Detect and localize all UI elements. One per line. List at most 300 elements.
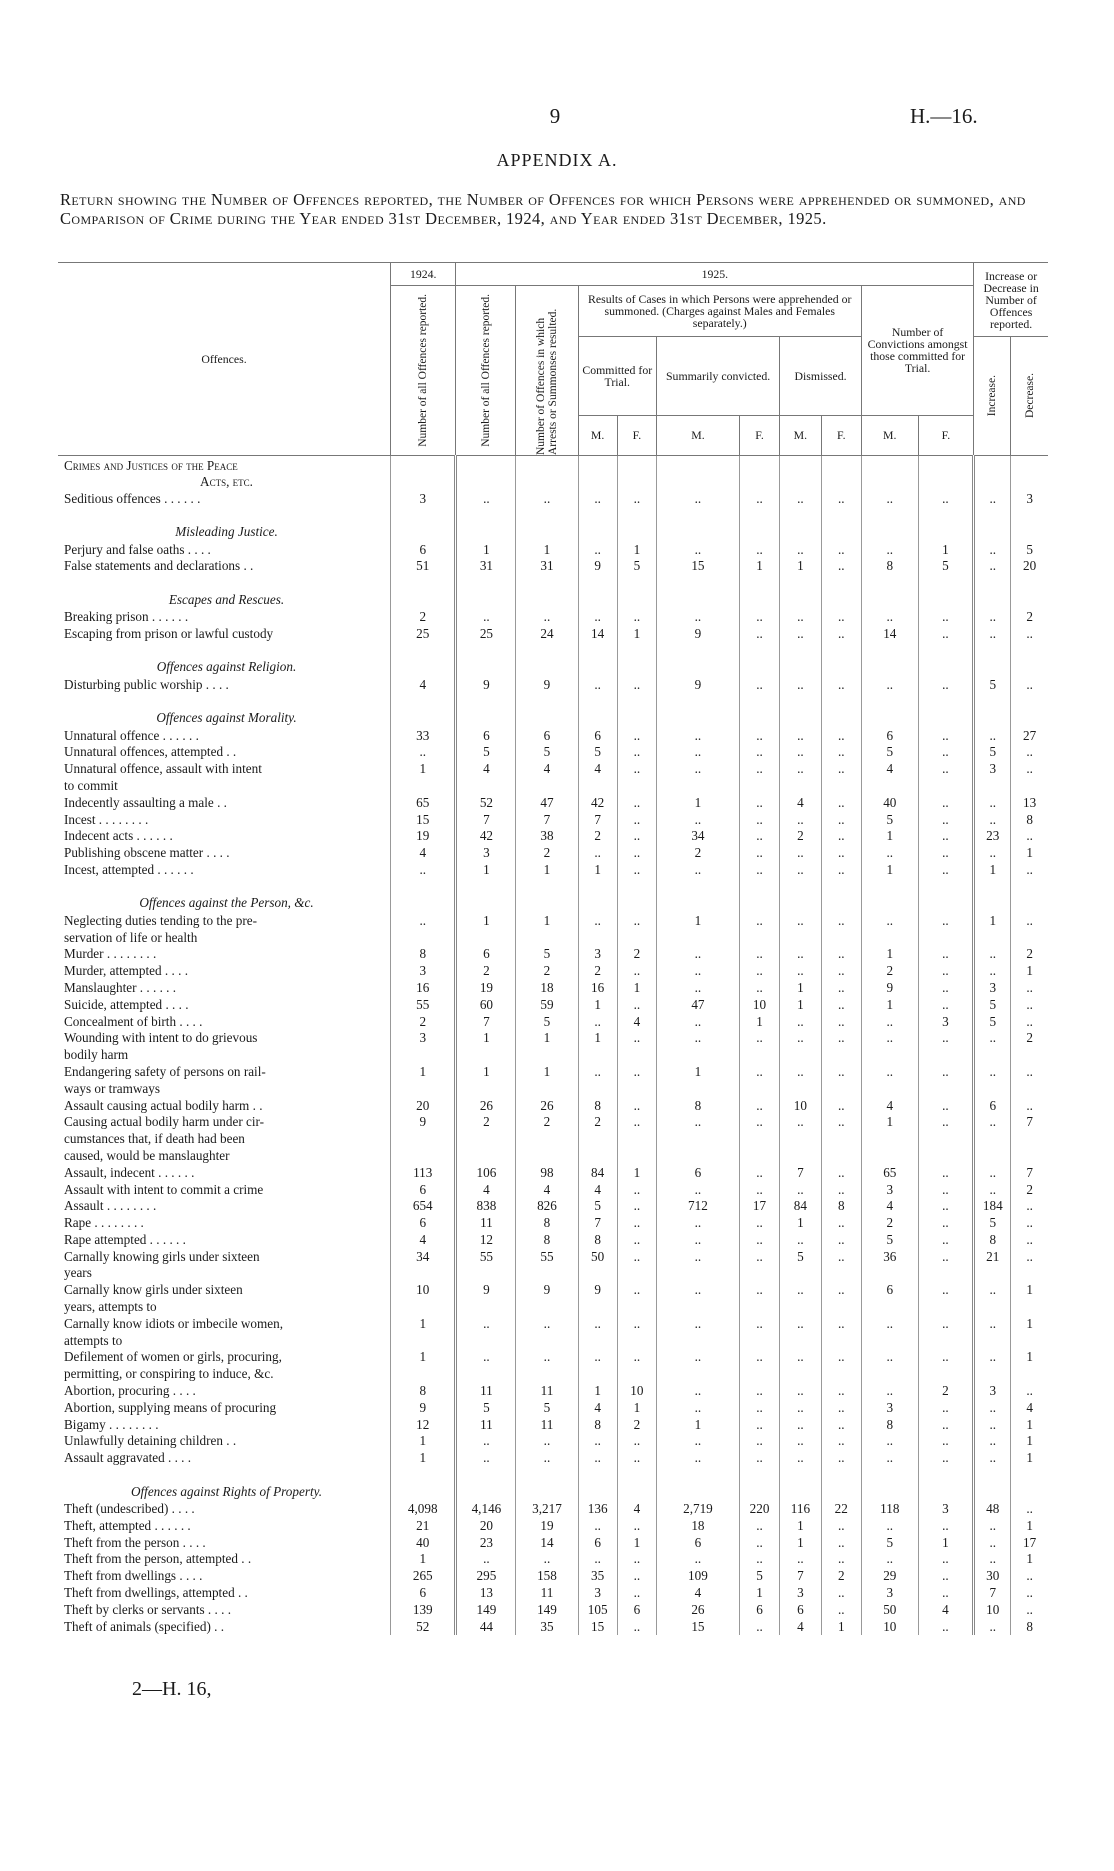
value-cell: .. [1011, 1098, 1048, 1115]
value-cell: .. [918, 1114, 974, 1131]
value-cell: .. [578, 913, 617, 930]
value-cell: .. [739, 1383, 779, 1400]
value-cell [861, 643, 918, 677]
value-cell [617, 1047, 656, 1064]
value-cell: 1 [391, 761, 456, 778]
value-cell [391, 930, 456, 947]
value-cell: .. [617, 1551, 656, 1568]
value-cell [516, 879, 578, 913]
value-cell: .. [918, 728, 974, 745]
value-cell [578, 1148, 617, 1165]
value-cell: 8 [821, 1198, 861, 1215]
value-cell: 2 [1011, 946, 1048, 963]
value-cell: 2 [617, 946, 656, 963]
value-cell: .. [821, 1215, 861, 1232]
value-cell [657, 575, 740, 609]
value-cell: .. [780, 542, 821, 559]
value-cell [780, 456, 821, 475]
value-cell: .. [780, 761, 821, 778]
value-cell [739, 643, 779, 677]
offence-label: Murder . . . . . . . . [64, 946, 157, 962]
value-cell [861, 879, 918, 913]
value-cell: .. [861, 1316, 918, 1333]
value-cell: .. [578, 677, 617, 694]
value-cell: 27 [1011, 728, 1048, 745]
value-cell: .. [821, 728, 861, 745]
value-cell [739, 1265, 779, 1282]
value-cell [918, 778, 974, 795]
value-cell [391, 1148, 456, 1165]
value-cell: 44 [456, 1619, 516, 1636]
value-cell [391, 575, 456, 609]
value-cell [861, 1047, 918, 1064]
value-cell: 712 [657, 1198, 740, 1215]
value-cell [974, 1081, 1011, 1098]
value-cell: .. [974, 963, 1011, 980]
table-row [58, 963, 1048, 980]
section-row [58, 508, 1048, 542]
value-cell: 8 [1011, 812, 1048, 829]
table-row [58, 778, 1048, 795]
value-cell: 4 [617, 1501, 656, 1518]
value-cell: .. [974, 1619, 1011, 1636]
value-cell: 6 [391, 1215, 456, 1232]
value-cell [1011, 1265, 1048, 1282]
value-cell: 1 [516, 542, 578, 559]
value-cell: 1 [456, 1030, 516, 1047]
value-cell: 2 [780, 828, 821, 845]
value-cell: 8 [391, 946, 456, 963]
value-cell: 2 [617, 1417, 656, 1434]
value-cell [617, 1467, 656, 1501]
value-cell: .. [739, 1400, 779, 1417]
value-cell: .. [821, 1417, 861, 1434]
value-cell [974, 1366, 1011, 1383]
value-cell: .. [821, 1232, 861, 1249]
section-row [58, 694, 1048, 728]
value-cell: 8 [861, 1417, 918, 1434]
value-cell: .. [861, 1030, 918, 1047]
value-cell: 10 [739, 997, 779, 1014]
value-cell [974, 575, 1011, 609]
value-cell: .. [780, 1232, 821, 1249]
value-cell: 4 [1011, 1400, 1048, 1417]
value-cell: 6 [391, 1585, 456, 1602]
offence-label: Theft from the person . . . . [64, 1534, 206, 1550]
value-cell: 2 [391, 1014, 456, 1031]
table-row [58, 980, 1048, 997]
footer-reference: 2—H. 16, [132, 1678, 212, 1700]
value-cell [918, 1148, 974, 1165]
offence-label: Assault aggravated . . . . [64, 1450, 192, 1466]
value-cell [974, 778, 1011, 795]
value-cell: .. [821, 997, 861, 1014]
value-cell [974, 879, 1011, 913]
value-cell [391, 1047, 456, 1064]
table-row [58, 845, 1048, 862]
value-cell: .. [821, 1551, 861, 1568]
value-cell: 149 [516, 1602, 578, 1619]
section-row [58, 575, 1048, 609]
value-cell: 2 [861, 1215, 918, 1232]
value-cell: 8 [391, 1383, 456, 1400]
value-cell: 8 [578, 1417, 617, 1434]
summarily-header: Summarily convicted. [657, 337, 780, 416]
section-row [58, 456, 1048, 475]
value-cell: 65 [861, 1165, 918, 1182]
value-cell: 7 [1011, 1165, 1048, 1182]
value-cell: 40 [861, 795, 918, 812]
value-cell: 2 [578, 1114, 617, 1131]
value-cell: .. [918, 1064, 974, 1081]
value-cell: .. [861, 1551, 918, 1568]
value-cell: 4 [780, 1619, 821, 1636]
value-cell: .. [739, 626, 779, 643]
value-cell: 3,217 [516, 1501, 578, 1518]
value-cell [1011, 1131, 1048, 1148]
value-cell: 1 [780, 1518, 821, 1535]
value-cell: .. [617, 963, 656, 980]
value-cell: 4 [456, 1182, 516, 1199]
value-cell [391, 456, 456, 475]
value-cell: 4,098 [391, 1501, 456, 1518]
section-heading: Escapes and Rescues. [168, 591, 285, 607]
value-cell: .. [578, 1450, 617, 1467]
value-cell: .. [739, 1535, 779, 1552]
section-heading: Acts, etc. [200, 474, 253, 490]
value-cell: 106 [456, 1165, 516, 1182]
value-cell [391, 879, 456, 913]
value-cell: 3 [391, 963, 456, 980]
value-cell [578, 1131, 617, 1148]
value-cell: 109 [657, 1568, 740, 1585]
value-cell: 50 [861, 1602, 918, 1619]
value-cell: 33 [391, 728, 456, 745]
value-cell [391, 1366, 456, 1383]
value-cell: .. [657, 946, 740, 963]
value-cell: 1 [391, 1450, 456, 1467]
section-heading: Offences against Rights of Property. [130, 1483, 323, 1499]
value-cell [974, 643, 1011, 677]
value-cell: 1 [516, 862, 578, 879]
value-cell [974, 456, 1011, 475]
value-cell: .. [657, 1450, 740, 1467]
value-cell [516, 575, 578, 609]
value-cell: 9 [861, 980, 918, 997]
value-cell: .. [739, 963, 779, 980]
value-cell: .. [1011, 980, 1048, 997]
value-cell: 1 [780, 1535, 821, 1552]
table-row [58, 558, 1048, 575]
value-cell: 3 [578, 1585, 617, 1602]
value-cell: .. [617, 913, 656, 930]
value-cell: .. [780, 946, 821, 963]
value-cell [918, 1265, 974, 1282]
value-cell: .. [821, 1014, 861, 1031]
value-cell: .. [821, 845, 861, 862]
value-cell: 2 [578, 963, 617, 980]
value-cell [739, 575, 779, 609]
value-cell [821, 575, 861, 609]
value-cell: .. [657, 1014, 740, 1031]
value-cell: 1 [1011, 1349, 1048, 1366]
value-cell: 19 [516, 1518, 578, 1535]
value-cell [821, 508, 861, 542]
value-cell: .. [657, 609, 740, 626]
value-cell: 23 [974, 828, 1011, 845]
value-cell: .. [974, 609, 1011, 626]
value-cell: .. [657, 980, 740, 997]
value-cell [578, 575, 617, 609]
table-row [58, 1333, 1048, 1350]
value-cell [780, 474, 821, 491]
value-cell [657, 1333, 740, 1350]
value-cell [861, 1081, 918, 1098]
value-cell: 9 [657, 626, 740, 643]
value-cell: 2 [861, 963, 918, 980]
value-cell [821, 1366, 861, 1383]
value-cell: .. [918, 744, 974, 761]
value-cell [617, 1131, 656, 1148]
value-cell: .. [739, 1518, 779, 1535]
value-cell [780, 694, 821, 728]
value-cell [1011, 508, 1048, 542]
committed-f-header: F. [617, 415, 656, 455]
value-cell: 4 [861, 761, 918, 778]
value-cell [516, 1148, 578, 1165]
table-row [58, 1098, 1048, 1115]
value-cell: .. [617, 761, 656, 778]
value-cell: .. [821, 1602, 861, 1619]
value-cell [780, 643, 821, 677]
year-1924-header: 1924. [391, 263, 456, 286]
value-cell: 21 [391, 1518, 456, 1535]
value-cell: 1 [657, 913, 740, 930]
table-row [58, 542, 1048, 559]
section-heading: Offences against Religion. [156, 659, 297, 675]
value-cell: .. [821, 609, 861, 626]
value-cell: 8 [578, 1098, 617, 1115]
offence-label: years, attempts to [64, 1299, 157, 1315]
table-row [58, 1165, 1048, 1182]
value-cell [657, 1265, 740, 1282]
value-cell [821, 456, 861, 475]
value-cell: 5 [456, 1400, 516, 1417]
offence-label: Incest, attempted . . . . . . [64, 861, 194, 877]
value-cell: .. [1011, 1249, 1048, 1266]
value-cell [391, 474, 456, 491]
value-cell: .. [780, 1400, 821, 1417]
value-cell [456, 474, 516, 491]
decrease-header: Decrease. [1011, 337, 1048, 456]
reported-1924-header: Number of all Offences reported. [391, 286, 456, 456]
value-cell [578, 1081, 617, 1098]
value-cell [578, 1366, 617, 1383]
value-cell [918, 1366, 974, 1383]
value-cell: .. [861, 845, 918, 862]
value-cell: .. [617, 997, 656, 1014]
value-cell: .. [861, 1014, 918, 1031]
value-cell: .. [739, 1450, 779, 1467]
value-cell [1011, 1467, 1048, 1501]
value-cell: .. [821, 862, 861, 879]
value-cell: 3 [918, 1501, 974, 1518]
value-cell: 116 [780, 1501, 821, 1518]
value-cell [617, 1299, 656, 1316]
convictions-m-header: M. [861, 415, 918, 455]
value-cell: 17 [739, 1198, 779, 1215]
value-cell: 1 [974, 862, 1011, 879]
value-cell [456, 1467, 516, 1501]
value-cell: 9 [578, 1282, 617, 1299]
value-cell: 5 [739, 1568, 779, 1585]
value-cell: .. [617, 609, 656, 626]
offence-label: Indecent acts . . . . . . [64, 828, 173, 844]
value-cell: 136 [578, 1501, 617, 1518]
value-cell: 4 [617, 1014, 656, 1031]
value-cell: 4 [456, 761, 516, 778]
value-cell: .. [739, 795, 779, 812]
value-cell: .. [739, 542, 779, 559]
value-cell [974, 474, 1011, 491]
value-cell: .. [821, 761, 861, 778]
table-row [58, 1383, 1048, 1400]
value-cell: .. [821, 1316, 861, 1333]
value-cell [578, 1333, 617, 1350]
value-cell: 2 [821, 1568, 861, 1585]
value-cell [456, 1265, 516, 1282]
value-cell: 26 [456, 1098, 516, 1115]
offence-label: Theft (undescribed) . . . . [64, 1501, 195, 1517]
value-cell [861, 456, 918, 475]
value-cell: .. [1011, 1383, 1048, 1400]
value-cell: 1 [1011, 1417, 1048, 1434]
value-cell: .. [918, 1182, 974, 1199]
value-cell: .. [821, 491, 861, 508]
value-cell: .. [918, 677, 974, 694]
section-heading: Offences against Morality. [156, 710, 297, 726]
value-cell: .. [739, 1030, 779, 1047]
value-cell [739, 879, 779, 913]
value-cell: 5 [974, 997, 1011, 1014]
value-cell [657, 1081, 740, 1098]
value-cell: .. [974, 1400, 1011, 1417]
value-cell: 4 [578, 1182, 617, 1199]
value-cell: .. [918, 1098, 974, 1115]
value-cell: 8 [516, 1215, 578, 1232]
value-cell: 22 [821, 1501, 861, 1518]
offence-label: permitting, or conspiring to induce, &c. [64, 1366, 274, 1382]
value-cell: 5 [516, 1014, 578, 1031]
value-cell: .. [516, 491, 578, 508]
value-cell [657, 694, 740, 728]
value-cell [516, 456, 578, 475]
value-cell: 16 [578, 980, 617, 997]
value-cell: .. [821, 1518, 861, 1535]
value-cell: 8 [578, 1232, 617, 1249]
value-cell: .. [1011, 828, 1048, 845]
value-cell [657, 778, 740, 795]
value-cell: .. [578, 1349, 617, 1366]
table-row [58, 812, 1048, 829]
value-cell: .. [657, 1383, 740, 1400]
value-cell: .. [578, 491, 617, 508]
value-cell: 7 [974, 1585, 1011, 1602]
value-cell: .. [617, 1568, 656, 1585]
value-cell [861, 508, 918, 542]
value-cell: 2 [516, 963, 578, 980]
value-cell: 11 [516, 1383, 578, 1400]
value-cell [578, 1265, 617, 1282]
table-row [58, 1131, 1048, 1148]
table-row [58, 1081, 1048, 1098]
value-cell: 98 [516, 1165, 578, 1182]
value-cell [516, 1299, 578, 1316]
value-cell: .. [617, 1030, 656, 1047]
value-cell: .. [739, 728, 779, 745]
value-cell: .. [739, 1098, 779, 1115]
value-cell: .. [821, 1400, 861, 1417]
committed-m-header: M. [578, 415, 617, 455]
value-cell: 8 [861, 558, 918, 575]
offence-label: Endangering safety of persons on rail- [64, 1063, 266, 1079]
value-cell: .. [974, 1535, 1011, 1552]
value-cell: 1 [456, 913, 516, 930]
value-cell: 1 [516, 1030, 578, 1047]
value-cell: 11 [456, 1383, 516, 1400]
offence-label: Incest . . . . . . . . [64, 811, 149, 827]
value-cell: 1 [739, 1014, 779, 1031]
value-cell: 7 [456, 1014, 516, 1031]
value-cell [456, 930, 516, 947]
value-cell: 5 [578, 1198, 617, 1215]
value-cell: 3 [974, 1383, 1011, 1400]
value-cell: .. [657, 1232, 740, 1249]
value-cell: 19 [456, 980, 516, 997]
value-cell: .. [861, 1383, 918, 1400]
offence-label: Causing actual bodily harm under cir- [64, 1114, 265, 1130]
value-cell [516, 508, 578, 542]
table-row [58, 744, 1048, 761]
value-cell: .. [974, 1316, 1011, 1333]
value-cell: 2 [1011, 1030, 1048, 1047]
value-cell: 1 [739, 1585, 779, 1602]
value-cell: 9 [456, 677, 516, 694]
value-cell: 1 [456, 542, 516, 559]
value-cell [1011, 1081, 1048, 1098]
value-cell [516, 1265, 578, 1282]
value-cell: .. [780, 744, 821, 761]
value-cell: 8 [516, 1232, 578, 1249]
value-cell [617, 778, 656, 795]
value-cell [918, 1299, 974, 1316]
value-cell: 4 [578, 761, 617, 778]
value-cell: 7 [780, 1568, 821, 1585]
value-cell: .. [1011, 997, 1048, 1014]
value-cell [456, 778, 516, 795]
value-cell: 30 [974, 1568, 1011, 1585]
value-cell: 5 [780, 1249, 821, 1266]
value-cell: .. [861, 1518, 918, 1535]
value-cell [1011, 474, 1048, 491]
value-cell: 838 [456, 1198, 516, 1215]
value-cell [821, 1081, 861, 1098]
value-cell: .. [918, 1165, 974, 1182]
value-cell: .. [739, 491, 779, 508]
offence-label: Carnally know idiots or imbecile women, [64, 1315, 284, 1331]
value-cell: 47 [516, 795, 578, 812]
value-cell [456, 879, 516, 913]
